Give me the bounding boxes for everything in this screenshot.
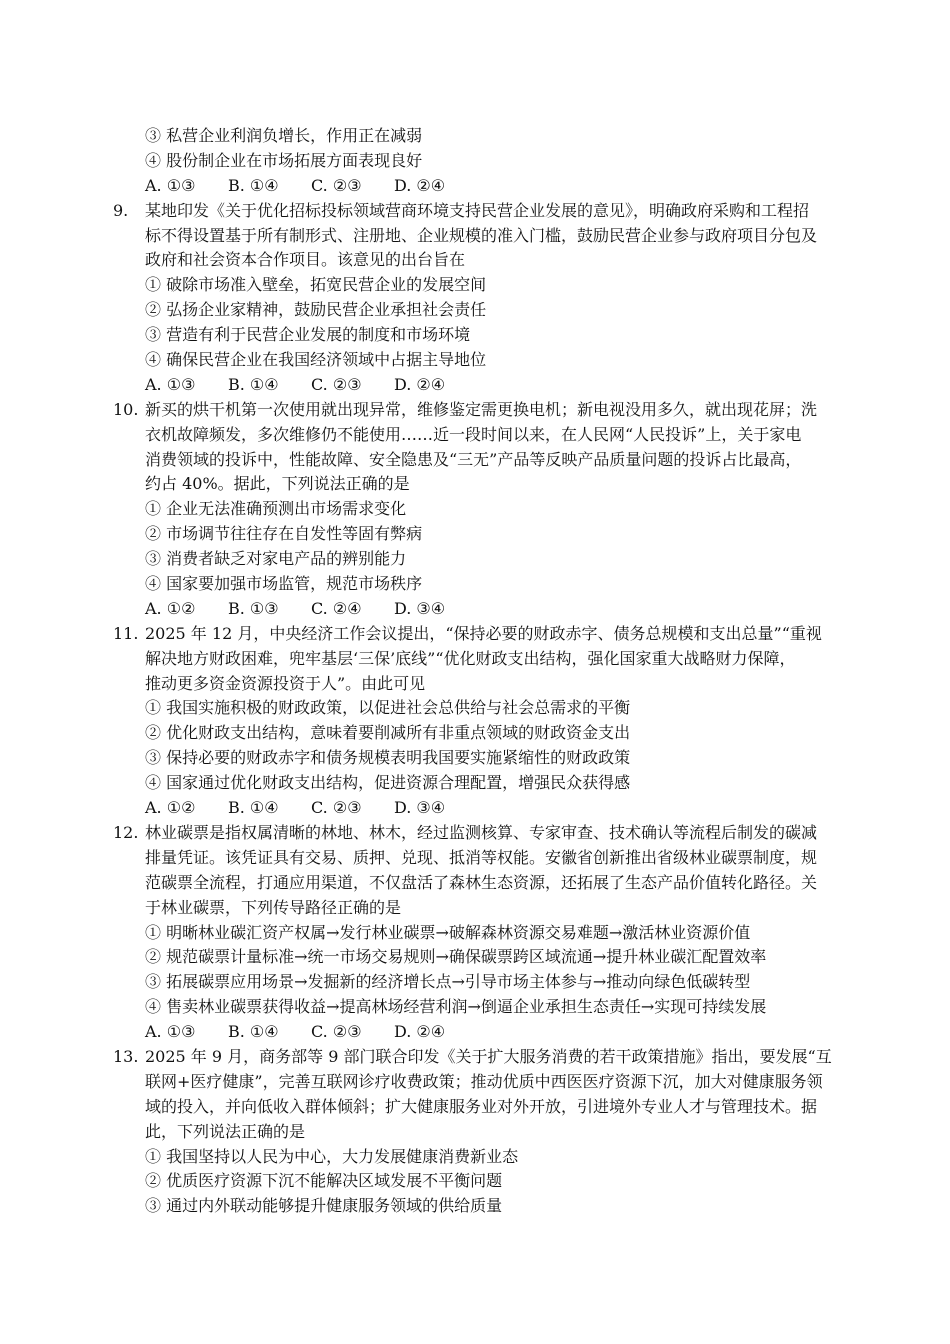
item-text: ④ 股份制企业在市场拓展方面表现良好: [145, 150, 423, 170]
q9-item-3: [0, 323, 950, 348]
item-text: ① 我国实施积极的财政政策，以促进社会总供给与社会总需求的平衡: [145, 698, 631, 718]
stem-text: 解决地方财政困难，兜牢基层‘三保’底线”“优化财政支出结构，强化国家重大战略财力保障，: [145, 648, 796, 668]
option-b: B. ①③: [228, 598, 279, 618]
stem-text: 政府和社会资本合作项目。该意见的出台旨在: [145, 250, 466, 270]
q13-stem-line: [0, 1045, 950, 1070]
item-text: ③ 通过内外联动能够提升健康服务领域的供给质量: [145, 1196, 503, 1216]
stem-text: 2025 年 12 月，中央经济工作会议提出，“保持必要的财政赤字、债务总规模和支出总量”“重视: [145, 623, 822, 643]
item-text: ② 优质医疗资源下沉不能解决区域发展不平衡问题: [145, 1171, 503, 1191]
q13-stem-line: [0, 1070, 950, 1095]
item-text: ③ 保持必要的财政赤字和债务规模表明我国要实施紧缩性的财政政策: [145, 748, 631, 768]
stem-text: 某地印发《关于优化招标投标领域营商环境支持民营企业发展的意见》，明确政府采购和工程招: [145, 200, 810, 220]
q10-stem-line: [0, 448, 950, 473]
item-text: ④ 售卖林业碳票获得收益→提高林场经营利润→倒逼企业承担生态责任→实现可持续发展: [145, 997, 767, 1017]
q11-item-1: [0, 696, 950, 721]
option-c: C. ②④: [311, 598, 362, 618]
item-text: ② 优化财政支出结构，意味着要削减所有非重点领域的财政资金支出: [145, 723, 631, 743]
item-text: ② 弘扬企业家精神，鼓励民营企业承担社会责任: [145, 300, 487, 320]
item-text: ① 企业无法准确预测出市场需求变化: [145, 499, 407, 519]
option-d: D. ②④: [394, 175, 446, 195]
q13-stem-line: [0, 1120, 950, 1145]
q11-stem-line: [0, 622, 950, 647]
item-text: ① 我国坚持以人民为中心，大力发展健康消费新业态: [145, 1146, 519, 1166]
item-text: ③ 私营企业利润负增长，作用正在减弱: [145, 126, 423, 145]
q11-item-2: [0, 721, 950, 746]
q8-item-4: [0, 149, 950, 174]
q12-item-1: [0, 921, 950, 946]
q13-item-1: [0, 1145, 950, 1170]
q11-options: [0, 796, 950, 821]
q10-stem-line: [0, 398, 950, 423]
q13-item-3: [0, 1194, 950, 1219]
q13-stem-line: [0, 1095, 950, 1120]
stem-text: 范碳票全流程，打通应用渠道，不仅盘活了森林生态资源，还拓展了生态产品价值转化路径。关: [145, 872, 818, 892]
q10-options: [0, 597, 950, 622]
stem-text: 林业碳票是指权属清晰的林地、林木，经过监测核算、专家审查、技术确认等流程后制发的碳减: [145, 822, 818, 842]
stem-text: 衣机故障频发，多次维修仍不能使用……近一段时间以来，在人民网“人民投诉”上，关于家电: [145, 424, 802, 444]
q8-item-3: [0, 124, 950, 149]
question-number: 11.: [113, 623, 139, 643]
item-text: ① 明晰林业碳汇资产权属→发行林业碳票→破解森林资源交易难题→激活林业资源价值: [145, 922, 751, 942]
question-number: 9.: [113, 200, 129, 220]
q12-item-4: [0, 995, 950, 1020]
question-number: 13.: [113, 1046, 139, 1066]
option-c: C. ②③: [311, 798, 362, 818]
q11-stem-line: [0, 672, 950, 697]
option-d: D. ③④: [394, 598, 446, 618]
q11-item-3: [0, 746, 950, 771]
stem-text: 排量凭证。该凭证具有交易、质押、兑现、抵消等权能。安徽省创新推出省级林业碳票制度，规: [145, 847, 818, 867]
q10-stem-line: [0, 423, 950, 448]
option-a: A. ①③: [145, 374, 196, 394]
q13-item-2: [0, 1169, 950, 1194]
option-c: C. ②③: [311, 374, 362, 394]
q8-options: [0, 174, 950, 199]
option-d: D. ③④: [394, 798, 446, 818]
option-d: D. ②④: [394, 374, 446, 394]
stem-text: 约占 40%。据此，下列说法正确的是: [145, 474, 410, 494]
stem-text: 联网+医疗健康”，完善互联网诊疗收费政策；推动优质中西医医疗资源下沉，加大对健康服务领: [145, 1071, 823, 1091]
q9-stem-line: [0, 248, 950, 273]
option-b: B. ①④: [228, 374, 279, 394]
q12-stem-line: [0, 821, 950, 846]
option-b: B. ①④: [228, 1022, 279, 1042]
stem-text: 新买的烘干机第一次使用就出现异常，维修鉴定需更换电机；新电视没用多久，就出现花屏；洗: [145, 399, 818, 419]
question-number: 10.: [113, 399, 139, 419]
item-text: ③ 消费者缺乏对家电产品的辨别能力: [145, 549, 407, 569]
stem-text: 标不得设置基于所有制形式、注册地、企业规模的准入门槛，鼓励民营企业参与政府项目分包及: [145, 225, 818, 245]
q9-options: [0, 373, 950, 398]
item-text: ③ 营造有利于民营企业发展的制度和市场环境: [145, 325, 471, 345]
option-a: A. ①③: [145, 175, 196, 195]
item-text: ④ 国家要加强市场监管，规范市场秩序: [145, 574, 423, 594]
q9-stem-line: [0, 224, 950, 249]
option-b: B. ①④: [228, 798, 279, 818]
item-text: ② 市场调节往往存在自发性等固有弊病: [145, 524, 423, 544]
stem-text: 2025 年 9 月，商务部等 9 部门联合印发《关于扩大服务消费的若干政策措施》指出，要发展“互: [145, 1046, 832, 1066]
option-c: C. ②③: [311, 1022, 362, 1042]
q10-item-2: [0, 522, 950, 547]
q10-item-4: [0, 572, 950, 597]
q10-item-1: [0, 497, 950, 522]
q12-stem-line: [0, 846, 950, 871]
q10-stem-line: [0, 472, 950, 497]
option-a: A. ①③: [145, 1022, 196, 1042]
q11-stem-line: [0, 647, 950, 672]
q9-item-2: [0, 298, 950, 323]
exam-page: [0, 124, 950, 1219]
q9-stem-line: [0, 199, 950, 224]
stem-text: 于林业碳票，下列传导路径正确的是: [145, 897, 402, 917]
stem-text: 此，下列说法正确的是: [145, 1121, 306, 1141]
item-text: ④ 确保民营企业在我国经济领域中占据主导地位: [145, 350, 487, 370]
q12-stem-line: [0, 871, 950, 896]
item-text: ④ 国家通过优化财政支出结构，促进资源合理配置，增强民众获得感: [145, 773, 631, 793]
stem-text: 消费领域的投诉中，性能故障、安全隐患及“三无”产品等反映产品质量问题的投诉占比最高，: [145, 449, 802, 469]
q11-item-4: [0, 771, 950, 796]
q12-stem-line: [0, 896, 950, 921]
option-a: A. ①②: [145, 798, 196, 818]
q12-options: [0, 1020, 950, 1045]
item-text: ③ 拓展碳票应用场景→发掘新的经济增长点→引导市场主体参与→推动向绿色低碳转型: [145, 972, 751, 992]
q9-item-4: [0, 348, 950, 373]
option-b: B. ①④: [228, 175, 279, 195]
item-text: ② 规范碳票计量标准→统一市场交易规则→确保碳票跨区域流通→提升林业碳汇配置效率: [145, 947, 767, 967]
q9-item-1: [0, 273, 950, 298]
option-c: C. ②③: [311, 175, 362, 195]
q10-item-3: [0, 547, 950, 572]
question-number: 12.: [113, 822, 139, 842]
item-text: ① 破除市场准入壁垒，拓宽民营企业的发展空间: [145, 275, 487, 295]
q12-item-3: [0, 970, 950, 995]
stem-text: 推动更多资金资源投资于人”。由此可见: [145, 673, 426, 693]
option-d: D. ②④: [394, 1022, 446, 1042]
stem-text: 域的投入，并向低收入群体倾斜；扩大健康服务业对外开放，引进境外专业人才与管理技术。据: [145, 1096, 818, 1116]
option-a: A. ①②: [145, 598, 196, 618]
q12-item-2: [0, 945, 950, 970]
